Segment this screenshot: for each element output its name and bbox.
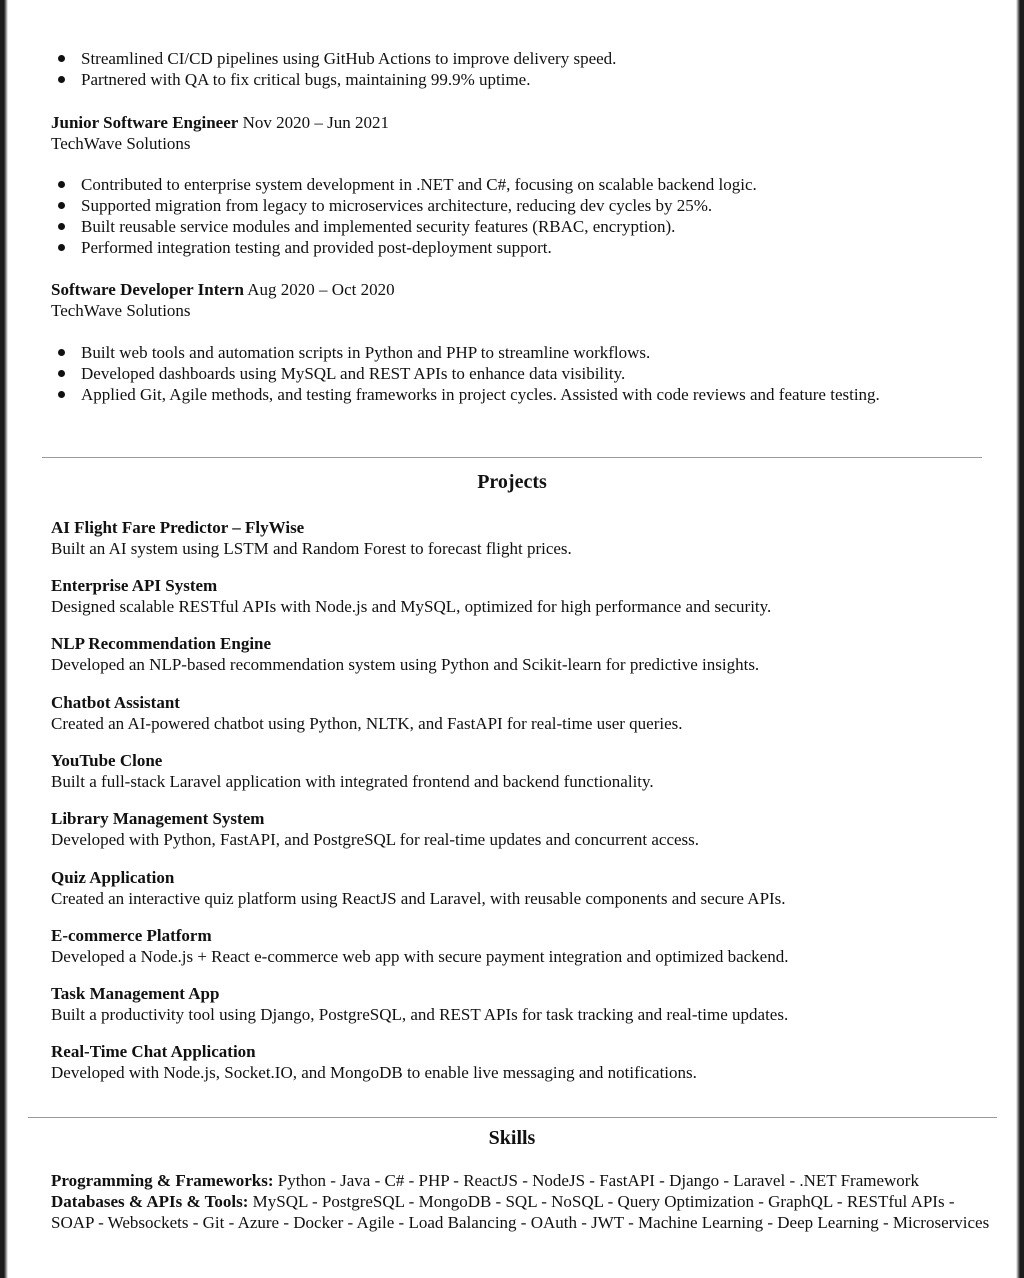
- project-description: Developed a Node.js + React e-commerce web app with secure payment integration and optimized backend.: [51, 947, 789, 966]
- bullet-icon: [58, 349, 65, 356]
- list-item: [52, 237, 757, 258]
- list-item: [52, 174, 757, 195]
- skills-value: Python - Java - C# - PHP - ReactJS - NodeJS - FastAPI - Django - Laravel - .NET Framework: [277, 1171, 919, 1190]
- experience-2-bullets: [52, 342, 880, 405]
- bullet-text: Performed integration testing and provided post-deployment support.: [81, 238, 552, 257]
- list-item: [52, 69, 616, 90]
- project-description: Created an interactive quiz platform using ReactJS and Laravel, with reusable components and secure APIs.: [51, 889, 786, 908]
- list-item: [52, 195, 757, 216]
- project-description: Built a full-stack Laravel application with integrated frontend and backend functionality.: [51, 772, 654, 791]
- experience-0-bullets: [52, 48, 616, 90]
- bullet-icon: [58, 55, 65, 62]
- list-item: [52, 216, 757, 237]
- section-divider: [28, 1117, 997, 1118]
- project-title: Quiz Application: [51, 868, 175, 887]
- project-description: Designed scalable RESTful APIs with Node.js and MySQL, optimized for high performance and security.: [51, 597, 772, 616]
- bullet-icon: [58, 76, 65, 83]
- project-title: Library Management System: [51, 809, 265, 828]
- job-title: Junior Software Engineer: [51, 113, 239, 132]
- project-description: Developed with Python, FastAPI, and PostgreSQL for real-time updates and concurrent access.: [51, 830, 700, 849]
- bullet-text: Built web tools and automation scripts in Python and PHP to streamline workflows.: [81, 343, 651, 362]
- project-description: Built an AI system using LSTM and Random Forest to forecast flight prices.: [51, 539, 572, 558]
- bullet-text: Partnered with QA to fix critical bugs, maintaining 99.9% uptime.: [81, 70, 531, 89]
- skills-block: [51, 1170, 991, 1233]
- bullet-text: Streamlined CI/CD pipelines using GitHub Actions to improve delivery speed.: [81, 49, 617, 68]
- job-heading: [51, 112, 389, 133]
- job-company: TechWave Solutions: [51, 134, 191, 153]
- project-title: E-commerce Platform: [51, 926, 212, 945]
- project-title: AI Flight Fare Predictor – FlyWise: [51, 518, 305, 537]
- project-title: Task Management App: [51, 984, 220, 1003]
- project-title: YouTube Clone: [51, 751, 163, 770]
- skills-programming: [51, 1170, 991, 1191]
- job-dates: Aug 2020 – Oct 2020: [247, 280, 395, 299]
- project-description: Created an AI-powered chatbot using Python, NLTK, and FastAPI for real-time user queries.: [51, 714, 683, 733]
- project-title: Chatbot Assistant: [51, 693, 180, 712]
- bullet-text: Developed dashboards using MySQL and REST APIs to enhance data visibility.: [81, 364, 626, 383]
- job-title: Software Developer Intern: [51, 280, 244, 299]
- list-item: [52, 48, 616, 69]
- job-dates: Nov 2020 – Jun 2021: [242, 113, 389, 132]
- bullet-icon: [58, 202, 65, 209]
- skills-label: Databases & APIs & Tools:: [51, 1192, 249, 1211]
- list-item: [52, 384, 880, 405]
- skills-heading: Skills: [488, 1127, 536, 1149]
- bullet-icon: [58, 244, 65, 251]
- job-heading: [51, 279, 395, 300]
- project-title: Real-Time Chat Application: [51, 1042, 256, 1061]
- skills-label: Programming & Frameworks:: [51, 1171, 274, 1190]
- experience-1-bullets: [52, 174, 757, 258]
- bullet-text: Applied Git, Agile methods, and testing frameworks in project cycles. Assisted with code reviews and feature testing.: [81, 385, 880, 404]
- bullet-icon: [58, 370, 65, 377]
- bullet-text: Contributed to enterprise system development in .NET and C#, focusing on scalable backend logic.: [81, 175, 757, 194]
- project-title: NLP Recommendation Engine: [51, 634, 272, 653]
- bullet-icon: [58, 181, 65, 188]
- project-description: Developed an NLP-based recommendation system using Python and Scikit-learn for predictive insights.: [51, 655, 760, 674]
- list-item: [52, 363, 880, 384]
- projects-heading: Projects: [477, 471, 547, 493]
- skills-databases: [51, 1191, 991, 1233]
- project-title: Enterprise API System: [51, 576, 218, 595]
- bullet-text: Built reusable service modules and implemented security features (RBAC, encryption).: [81, 217, 676, 236]
- project-description: Developed with Node.js, Socket.IO, and MongoDB to enable live messaging and notifications.: [51, 1063, 697, 1082]
- bullet-icon: [58, 391, 65, 398]
- list-item: [52, 342, 880, 363]
- job-company: TechWave Solutions: [51, 301, 191, 320]
- project-description: Built a productivity tool using Django, PostgreSQL, and REST APIs for task tracking and real-time updates.: [51, 1005, 789, 1024]
- section-divider: [42, 457, 982, 458]
- bullet-text: Supported migration from legacy to microservices architecture, reducing dev cycles by 25%.: [81, 196, 713, 215]
- bullet-icon: [58, 223, 65, 230]
- skills-value: MySQL - PostgreSQL - MongoDB - SQL - NoSQL - Query Optimization - GraphQL - RESTful APIs - SOAP - Websockets - Git - Azure - Docker - Agile - Load Balancing - OAuth - JWT - Machine Learning - Deep Learning - Microservices: [51, 1192, 990, 1232]
